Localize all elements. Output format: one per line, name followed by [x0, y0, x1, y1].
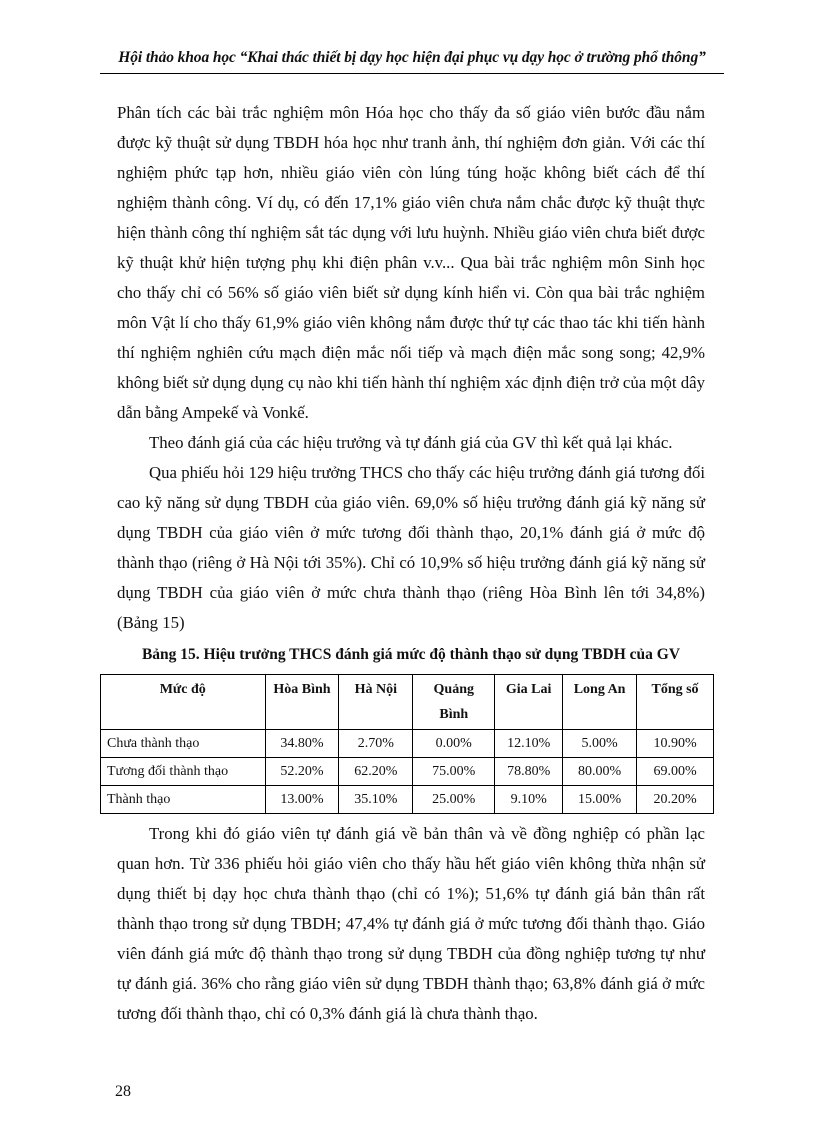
header-divider: [100, 73, 724, 74]
table-cell: 78.80%: [495, 758, 563, 786]
table-cell: 13.00%: [265, 786, 339, 814]
paragraph: Theo đánh giá của các hiệu trưởng và tự đánh giá của GV thì kết quả lại khác.: [149, 433, 673, 452]
row-label: Chưa thành thạo: [101, 730, 266, 758]
column-header: Hòa Bình: [265, 675, 339, 730]
table-cell: 2.70%: [339, 730, 413, 758]
column-header: Long An: [563, 675, 637, 730]
table-cell: 20.20%: [637, 786, 714, 814]
column-header: Hà Nội: [339, 675, 413, 730]
paragraph: Trong khi đó giáo viên tự đánh giá về bản thân và về đồng nghiệp có phần lạc quan hơn. Từ 336 phiếu hỏi giáo viên cho thấy hầu hết giáo viên không thừa nhận sử dụng thiết bị dạy học chưa thành thạo (chỉ có 1%); 51,6% tự đánh giá bản thân rất thành thạo trong sử dụng TBDH; 47,4% tự đánh giá ở mức tương đối thành thạo. Giáo viên đánh giá mức độ thành thạo trong sử dụng TBDH của đồng nghiệp tương tự như tự đánh giá. 36% cho rằng giáo viên sử dụng TBDH thành thạo; 63,8% đánh giá ở mức tương đối thành thạo, chỉ có 0,3% đánh giá là chưa thành thạo.: [117, 824, 705, 1023]
column-header: Quảng Bình: [413, 675, 495, 730]
table-cell: 80.00%: [563, 758, 637, 786]
table-cell: 52.20%: [265, 758, 339, 786]
table-cell: 9.10%: [495, 786, 563, 814]
column-header: Mức độ: [101, 675, 266, 730]
table-row: [101, 758, 714, 786]
data-table: [100, 674, 714, 814]
table-cell: 75.00%: [413, 758, 495, 786]
table-header-row: [101, 675, 714, 730]
page-body: [107, 98, 705, 1029]
table-cell: 35.10%: [339, 786, 413, 814]
table-cell: 15.00%: [563, 786, 637, 814]
table-cell: 12.10%: [495, 730, 563, 758]
column-header: Tổng số: [637, 675, 714, 730]
paragraph: Qua phiếu hỏi 129 hiệu trưởng THCS cho thấy các hiệu trưởng đánh giá tương đối cao kỹ năng sử dụng TBDH của giáo viên. 69,0% số hiệu trưởng đánh giá kỹ năng sử dụng TBDH của giáo viên ở mức tương đối thành thạo, 20,1% đánh giá ở mức độ thành thạo (riêng ở Hà Nội tới 35%). Chỉ có 10,9% số hiệu trưởng đánh giá kỹ năng sử dụng TBDH của giáo viên ở mức chưa thành thạo (riêng Hòa Bình lên tới 34,8%) (Bảng 15): [117, 463, 705, 632]
table-row: [101, 730, 714, 758]
row-label: Thành thạo: [101, 786, 266, 814]
paragraph: Phân tích các bài trắc nghiệm môn Hóa học cho thấy đa số giáo viên bước đầu nắm được kỹ thuật sử dụng TBDH hóa học như tranh ảnh, thí nghiệm đơn giản. Với các thí nghiệm phức tạp hơn, nhiều giáo viên còn lúng túng hoặc không biết cách để thí nghiệm thành công. Ví dụ, có đến 17,1% giáo viên chưa nắm chắc được kỹ thuật thực hiện thành công thí nghiệm sắt tác dụng với lưu huỳnh. Nhiều giáo viên chưa biết được kỹ thuật khử hiện tượng phụ khi điện phân v.v... Qua bài trắc nghiệm môn Sinh học cho thấy chỉ có 56% số giáo viên biết sử dụng kính hiển vi. Còn qua bài trắc nghiệm môn Vật lí cho thấy 61,9% giáo viên không nắm được thứ tự các thao tác khi tiến hành thí nghiệm nghiên cứu mạch điện mắc nối tiếp và mạch điện mắc song song; 42,9% không biết sử dụng dụng cụ nào khi tiến hành thí nghiệm xác định điện trở của một dây dẫn bằng Ampekế và Vonkế.: [117, 103, 705, 422]
table-cell: 25.00%: [413, 786, 495, 814]
table-cell: 10.90%: [637, 730, 714, 758]
table-cell: 62.20%: [339, 758, 413, 786]
table-cell: 5.00%: [563, 730, 637, 758]
table-caption: Bảng 15. Hiệu trưởng THCS đánh giá mức độ thành thạo sử dụng TBDH của GV: [141, 646, 681, 663]
row-label: Tương đối thành thạo: [101, 758, 266, 786]
table-row: [101, 786, 714, 814]
running-header: Hội thảo khoa học “Khai thác thiết bị dạy học hiện đại phục vụ dạy học ở trường phổ thông”: [118, 49, 706, 66]
table-cell: 34.80%: [265, 730, 339, 758]
page-number: 28: [115, 1083, 131, 1100]
table-cell: 69.00%: [637, 758, 714, 786]
column-header: Gia Lai: [495, 675, 563, 730]
table-cell: 0.00%: [413, 730, 495, 758]
